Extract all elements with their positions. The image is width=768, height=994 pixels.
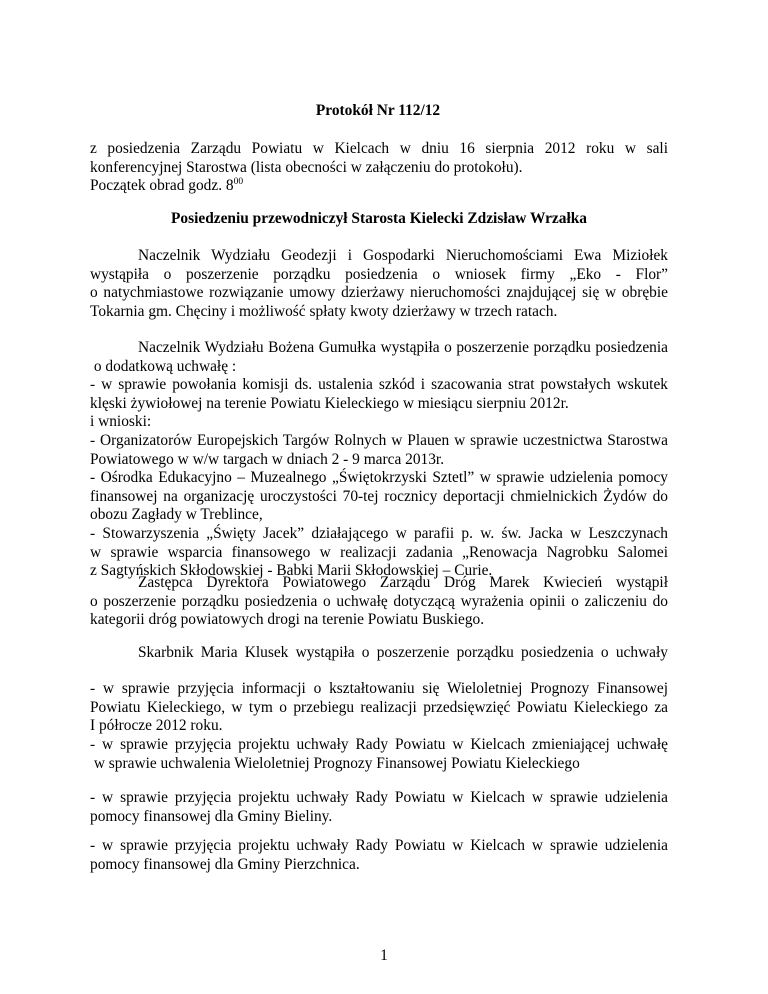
text-line: Skarbnik Maria Klusek wystąpiła o poszerzenie porządku posiedzenia o uchwały (138, 644, 668, 661)
text-line: konferencyjnej Starostwa (lista obecności w załączeniu do protokołu). (90, 158, 523, 176)
text-line: w sprawie wsparcia finansowego w realizacji zadania „Renowacja Nagrobku Salomei (90, 543, 668, 561)
session-start-label: Początek obrad godz. 8 (90, 177, 234, 195)
paragraph-department-head (90, 339, 668, 581)
text-line: obozu Zagłady w Treblince, (90, 506, 263, 524)
text-line: klęski żywiołowej na terenie Powiatu Kieleckiego w miesiącu sierpniu 2012r. (90, 394, 569, 412)
text-line: - w sprawie przyjęcia projektu uchwały Rady Powiatu w Kielcach w sprawie udzielenia (90, 789, 668, 806)
text-line: Naczelnik Wydziału Geodezji i Gospodarki Nieruchomościami Ewa Miziołek (138, 247, 668, 264)
text-line: w sprawie uchwalenia Wieloletniej Prognozy Finansowej Powiatu Kieleckiego (90, 754, 580, 772)
text-line: o poszerzenie porządku posiedzenia o uchwałę dotyczącą wyrażenia opinii o zaliczeniu do (90, 592, 668, 610)
text-line: - Organizatorów Europejskich Targów Rolnych w Plauen w sprawie uczestnictwa Starostwa (90, 431, 668, 449)
text-line: - w sprawie przyjęcia informacji o kształtowaniu się Wieloletniej Prognozy Finansowej (90, 680, 668, 697)
text-line: z Sagtyńskich Skłodowskiej - Babki Marii Skłodowskiej – Curie. (90, 562, 493, 580)
session-start-line (90, 177, 668, 196)
page-number: 1 (380, 947, 388, 964)
text-line: Zastępca Dyrektora Powiatowego Zarządu Dróg Marek Kwiecień wystąpił (138, 574, 668, 591)
text-line: Naczelnik Wydziału Bożena Gumułka wystąpiła o poszerzenie porządku posiedzenia (138, 339, 668, 356)
text-line: wystąpiła o poszerzenie porządku posiedzenia o wniosek firmy „Eko - Flor” (90, 265, 668, 283)
text-line: I półrocze 2012 roku. (90, 717, 223, 735)
paragraph-financial-forecast (90, 680, 668, 736)
text-line: Powiatowego w w/w targach w dniach 2 - 9 marca 2013r. (90, 450, 445, 468)
text-line: kategorii dróg powiatowych drogi na terenie Powiatu Buskiego. (90, 611, 485, 629)
intro-paragraph (90, 140, 668, 196)
text-line: finansowej na organizację uroczystości 70-tej rocznicy deportacji chmielnickich Żydów do (90, 487, 668, 505)
text-line: z posiedzenia Zarządu Powiatu w Kielcach w dniu 16 sierpnia 2012 roku w sali (90, 140, 668, 157)
paragraph-bieliny (90, 789, 668, 826)
chair-heading: Posiedzeniu przewodniczył Starosta Kielecki Zdzisław Wrzałka (171, 210, 587, 227)
paragraph-roads (90, 574, 668, 630)
text-line: - w sprawie powołania komisji ds. ustalenia szkód i szacowania strat powstałych wskutek (90, 376, 668, 394)
text-line: - w sprawie przyjęcia projektu uchwały Rady Powiatu w Kielcach zmieniającej uchwałę (90, 736, 668, 753)
paragraph-geodesy (90, 247, 668, 321)
text-line: - w sprawie przyjęcia projektu uchwały Rady Powiatu w Kielcach w sprawie udzielenia (90, 837, 668, 854)
paragraph-pierzchnica (90, 837, 668, 874)
text-line: o dodatkową uchwałę : (90, 357, 237, 375)
text-line: i wnioski: (90, 413, 152, 431)
paragraph-treasurer (90, 644, 668, 663)
document-title: Protokół Nr 112/12 (315, 102, 441, 119)
text-line: - Ośrodka Edukacyjno – Muzealnego „Świętokrzyski Sztetl” w sprawie udzielenia pomocy (90, 469, 668, 487)
text-line: - Stowarzyszenia „Święty Jacek” działającego w parafii p. w. św. Jacka w Leszczynach (90, 524, 668, 542)
session-start-minutes: 00 (233, 177, 244, 188)
paragraph-resolution-change (90, 736, 668, 773)
text-line: Powiatu Kieleckiego, w tym o przebiegu realizacji przedsięwzięć Powiatu Kieleckiego za (90, 698, 668, 716)
text-line: pomocy finansowej dla Gminy Pierzchnica. (90, 855, 360, 873)
text-line: pomocy finansowej dla Gminy Bieliny. (90, 807, 333, 825)
text-line: Tokarnia gm. Chęciny i możliwość spłaty kwoty dzierżawy w trzech ratach. (90, 302, 558, 320)
text-line: o natychmiastowe rozwiązanie umowy dzierżawy nieruchomości znajdującej się w obrębie (90, 284, 668, 302)
